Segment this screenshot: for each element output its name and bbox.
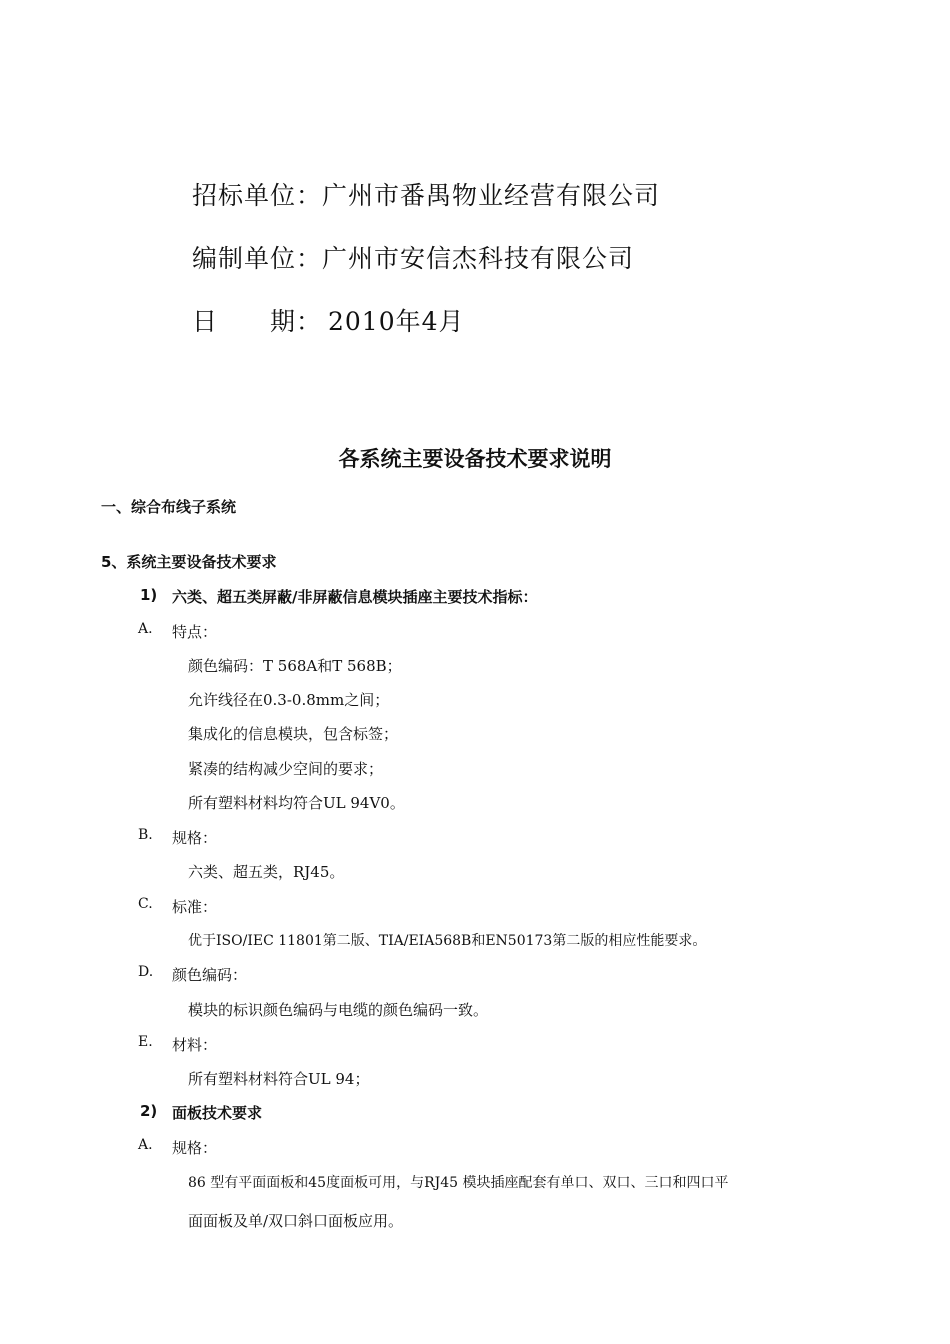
- item-1-a-line: 颜色编码：T 568A和T 568B；: [188, 657, 402, 675]
- item-1-e-letter: E.: [138, 1034, 153, 1050]
- item-1-title: 六类、超五类屏蔽/非屏蔽信息模块插座主要技术指标：: [172, 588, 538, 606]
- item-1-b-label: 规格：: [172, 829, 218, 847]
- item-1-number: 1): [140, 586, 158, 604]
- section-heading-1: 一、综合布线子系统: [101, 498, 237, 516]
- item-1-a-label: 特点：: [172, 623, 218, 641]
- item-1-a-line: 所有塑料材料均符合UL 94V0。: [188, 794, 405, 812]
- item-1-a-line: 集成化的信息模块，包含标签；: [188, 725, 399, 743]
- item-1-b-letter: B.: [138, 827, 153, 843]
- item-1-a-line: 允许线径在0.3-0.8mm之间；: [188, 691, 390, 709]
- item-1-e-line: 所有塑料材料符合UL 94；: [188, 1070, 370, 1088]
- document-title: 各系统主要设备技术要求说明: [338, 447, 612, 471]
- item-2-a-line: 86 型有平面面板和45度面板可用，与RJ45 模块插座配套有单口、双口、三口和四口平: [188, 1175, 729, 1191]
- item-2-number: 2): [140, 1102, 158, 1120]
- item-1-c-line: 优于ISO/IEC 11801第二版、TIA/EIA568B和EN50173第二版的相应性能要求。: [188, 933, 707, 949]
- item-2-a-letter: A.: [138, 1137, 153, 1153]
- cover-date-value: 2010年4月: [328, 307, 465, 336]
- cover-date-label: 日 期：: [192, 307, 323, 336]
- item-1-e-label: 材料：: [172, 1036, 218, 1054]
- item-1-d-label: 颜色编码：: [172, 966, 248, 984]
- item-1-b-line: 六类、超五类，RJ45。: [188, 863, 345, 881]
- item-1-c-letter: C.: [138, 896, 153, 912]
- section-heading-5: 5、系统主要设备技术要求: [101, 553, 277, 571]
- item-1-a-letter: A.: [138, 621, 153, 637]
- item-2-a-label: 规格：: [172, 1139, 218, 1157]
- cover-bidder: 招标单位：广州市番禺物业经营有限公司: [192, 181, 661, 210]
- item-1-d-line: 模块的标识颜色编码与电缆的颜色编码一致。: [188, 1001, 489, 1019]
- item-2-title: 面板技术要求: [172, 1104, 263, 1122]
- item-1-d-letter: D.: [138, 964, 154, 980]
- item-1-c-label: 标准：: [172, 898, 218, 916]
- item-2-a-line: 面面板及单/双口斜口面板应用。: [188, 1212, 404, 1230]
- item-1-a-line: 紧凑的结构减少空间的要求；: [188, 760, 384, 778]
- cover-editor: 编制单位：广州市安信杰科技有限公司: [192, 244, 635, 273]
